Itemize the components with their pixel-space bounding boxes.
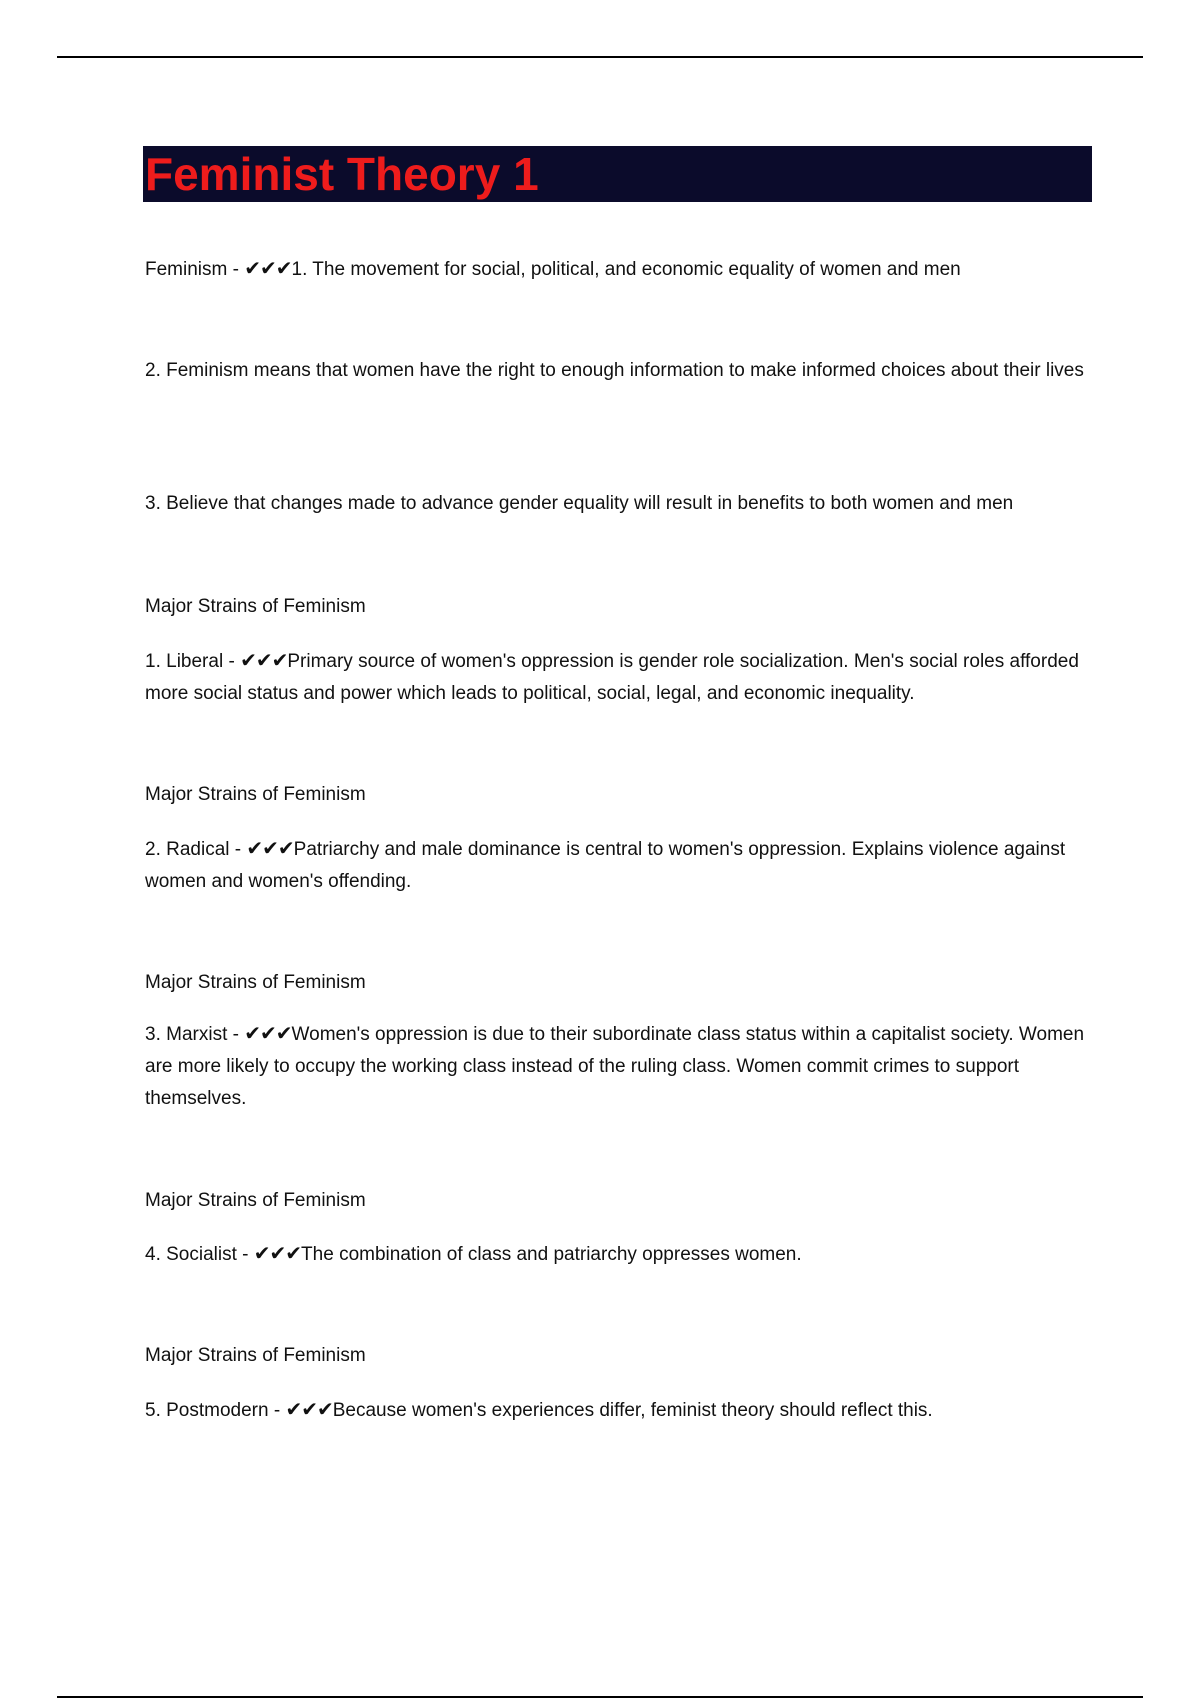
check-marks-icon: ✔✔✔ — [244, 256, 292, 280]
section-heading — [145, 779, 1095, 811]
definition-entry-liberal — [145, 644, 1095, 710]
paragraph-gender-equality — [145, 488, 1095, 520]
check-marks-icon: ✔✔✔ — [240, 648, 288, 672]
entry-term: 2. Radical — [145, 839, 230, 860]
section-heading — [145, 591, 1095, 623]
entry-separator: - — [229, 839, 247, 860]
page-title: Feminist Theory 1 — [145, 148, 539, 200]
title-banner — [143, 146, 1092, 202]
check-marks-icon: ✔✔✔ — [253, 1241, 302, 1265]
entry-definition: The combination of class and patriarchy oppresses women. — [301, 1244, 802, 1265]
entry-definition: Primary source of women's oppression is gender role socialization. Men's social roles afforded more social status and power which leads to political, social, legal, and economic inequality. — [145, 651, 1079, 704]
heading-text: Major Strains of Feminism — [145, 784, 366, 805]
heading-text: Major Strains of Feminism — [145, 972, 366, 993]
heading-text: Major Strains of Feminism — [145, 1190, 366, 1211]
entry-term: 5. Postmodern — [145, 1400, 269, 1421]
heading-text: Major Strains of Feminism — [145, 1345, 366, 1366]
top-divider — [57, 56, 1143, 58]
definition-entry-postmodern — [145, 1393, 1095, 1427]
check-marks-icon: ✔✔✔ — [285, 1397, 333, 1421]
paragraph-feminism-information — [145, 355, 1095, 387]
entry-definition: Patriarchy and male dominance is central to women's oppression. Explains violence against women and women's offending. — [145, 839, 1066, 892]
entry-text: 2. Feminism means that women have the right to enough information to make informed choices about their lives — [145, 360, 1084, 381]
entry-separator: - — [236, 1244, 254, 1265]
check-marks-icon: ✔✔✔ — [244, 1021, 292, 1045]
entry-separator: - — [227, 1024, 245, 1045]
section-heading — [145, 967, 1095, 999]
entry-term: 1. Liberal — [145, 651, 224, 672]
entry-text: 3. Believe that changes made to advance gender equality will result in benefits to both women and men — [145, 493, 1014, 514]
check-marks-icon: ✔✔✔ — [246, 836, 294, 860]
entry-term: 3. Marxist — [145, 1024, 228, 1045]
entry-separator: - — [227, 259, 245, 280]
definition-entry-feminism — [145, 252, 1095, 286]
entry-term: Feminism — [145, 259, 228, 280]
definition-entry-radical — [145, 832, 1095, 898]
entry-definition: Because women's experiences differ, feminist theory should reflect this. — [332, 1400, 933, 1421]
entry-term: 4. Socialist — [145, 1244, 237, 1265]
definition-entry-marxist — [145, 1017, 1095, 1115]
entry-separator: - — [268, 1400, 286, 1421]
section-heading — [145, 1340, 1095, 1372]
definition-entry-socialist — [145, 1237, 1095, 1271]
entry-definition: 1. The movement for social, political, and economic equality of women and men — [291, 259, 961, 280]
entry-separator: - — [223, 651, 241, 672]
section-heading — [145, 1185, 1095, 1217]
bottom-divider — [57, 1696, 1143, 1698]
heading-text: Major Strains of Feminism — [145, 596, 366, 617]
entry-definition: Women's oppression is due to their subordinate class status within a capitalist society. Women are more likely to occupy the working class instead of the ruling class. Women commit crimes to support themselves. — [145, 1024, 1085, 1109]
